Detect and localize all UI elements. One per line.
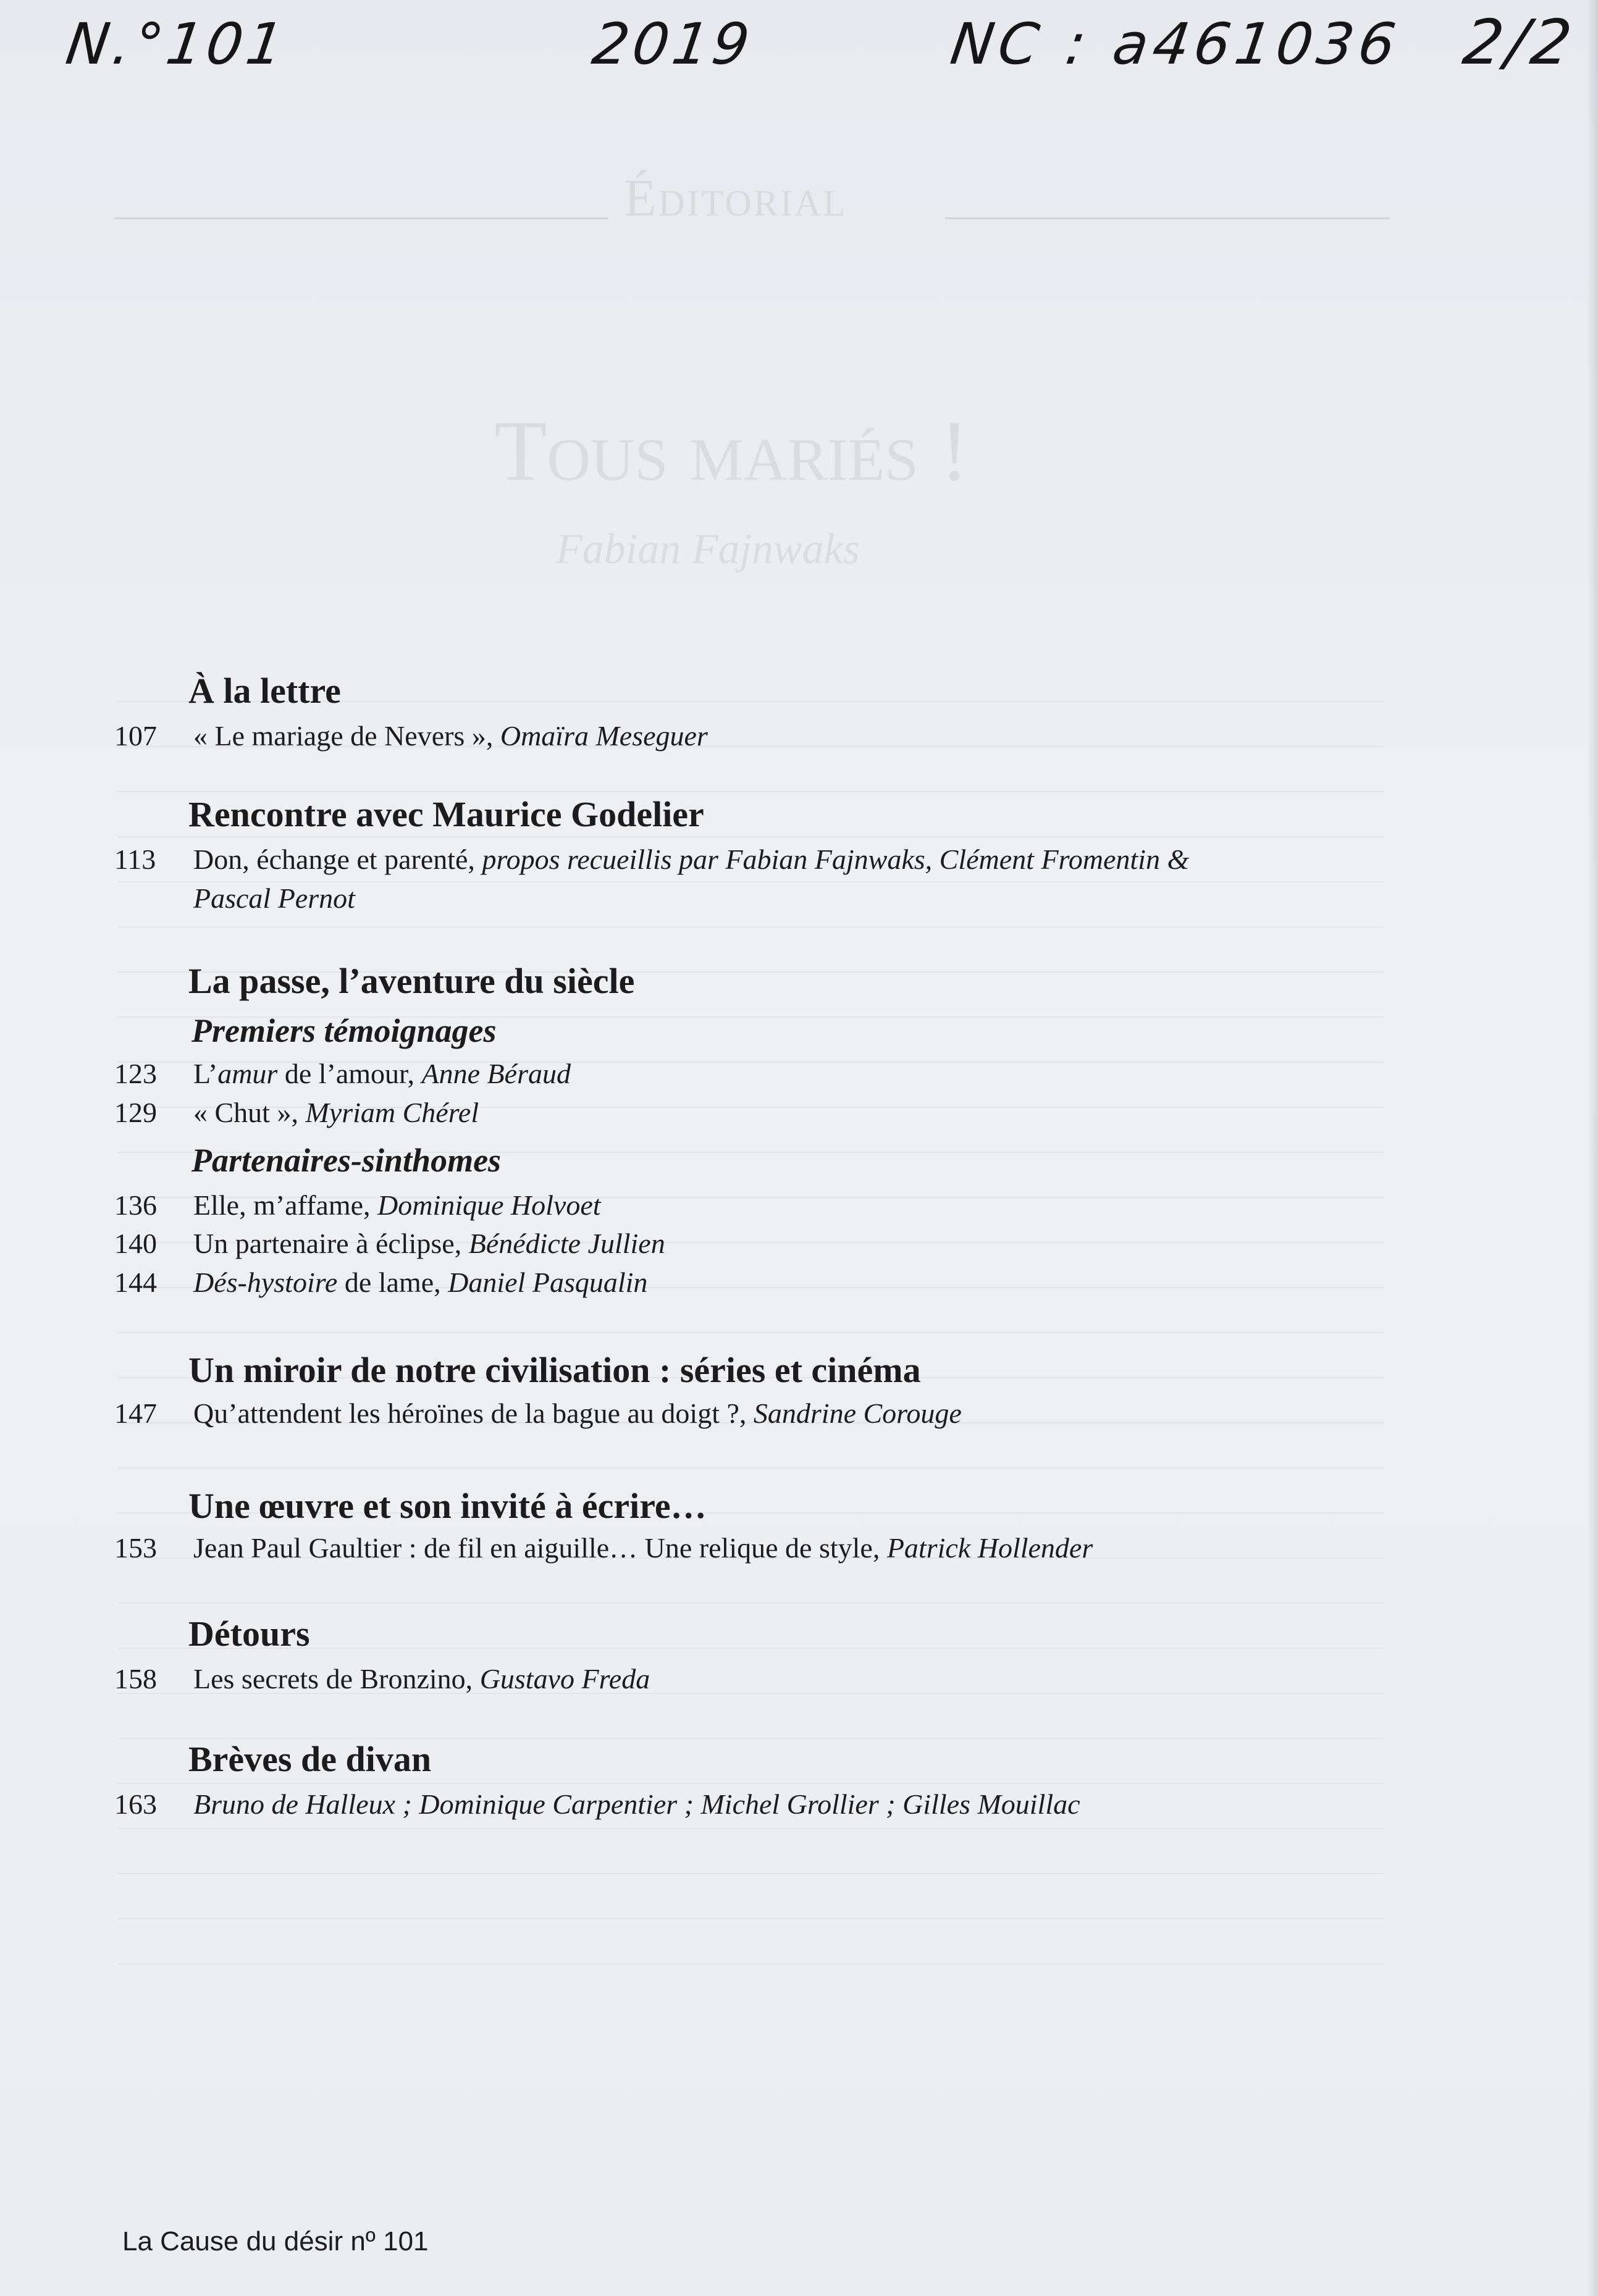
toc-entry-text: de l’amour, bbox=[277, 1058, 422, 1089]
footer-journal-title: La Cause du désir nº 101 bbox=[122, 2226, 429, 2256]
bleed-editorial-heading: Éditorial bbox=[624, 168, 847, 227]
handwritten-sheet-number: 2/2 bbox=[1458, 6, 1580, 78]
toc-entry-italic-text: Myriam Chérel bbox=[305, 1097, 479, 1128]
subsection-title-premiers-temoignages: Premiers témoignages bbox=[191, 1012, 497, 1049]
toc-entry-text: Elle, m’affame, bbox=[193, 1189, 378, 1221]
toc-entry-text: « Chut », bbox=[193, 1097, 306, 1128]
toc-entry bbox=[114, 1096, 479, 1129]
toc-entry-text: Qu’attendent les héroïnes de la bague au doigt ?, bbox=[193, 1397, 754, 1429]
toc-page-number: 147 bbox=[114, 1397, 157, 1429]
toc-entry-italic-text: amur bbox=[217, 1058, 278, 1089]
toc-entry-text: Don, échange et parenté, bbox=[193, 844, 482, 875]
toc-entry bbox=[114, 1662, 650, 1695]
toc-entry-italic-text: Bénédicte Jullien bbox=[468, 1228, 665, 1259]
toc-entry-text: « Le mariage de Nevers », bbox=[193, 720, 500, 752]
toc-entry-italic-text: Daniel Pasqualin bbox=[448, 1267, 648, 1298]
toc-page-number: 123 bbox=[114, 1058, 157, 1089]
toc-page-number: 144 bbox=[114, 1267, 157, 1298]
section-title-miroir-civilisation: Un miroir de notre civilisation : séries et cinéma bbox=[188, 1350, 921, 1390]
toc-entry-continuation: Pascal Pernot bbox=[193, 882, 355, 914]
toc-entry bbox=[114, 1397, 962, 1430]
toc-entry-italic-text: Sandrine Corouge bbox=[753, 1397, 962, 1429]
section-title-rencontre-godelier: Rencontre avec Maurice Godelier bbox=[188, 794, 704, 834]
section-title-oeuvre-invite: Une œuvre et son invité à écrire… bbox=[188, 1486, 707, 1526]
toc-entry bbox=[114, 719, 708, 752]
bleed-author: Fabian Fajnwaks bbox=[556, 526, 860, 573]
toc-entry-text: Un partenaire à éclipse, bbox=[193, 1228, 469, 1259]
toc-entry bbox=[114, 1788, 1080, 1820]
section-title-la-passe: La passe, l’aventure du siècle bbox=[188, 961, 635, 1001]
toc-entry-text: de lame, bbox=[337, 1267, 448, 1298]
toc-entry bbox=[114, 1531, 1093, 1564]
section-title-a-la-lettre: À la lettre bbox=[188, 671, 341, 711]
toc-entry-italic-text: Dés-hystoire bbox=[193, 1267, 338, 1298]
section-title-detours: Détours bbox=[188, 1614, 310, 1654]
toc-entry-italic-text: Gustavo Freda bbox=[479, 1663, 650, 1695]
toc-page-number: 140 bbox=[114, 1228, 157, 1259]
toc-entry-text: Jean Paul Gaultier : de fil en aiguille… Une relique de style, bbox=[193, 1532, 887, 1564]
toc-page-number: 129 bbox=[114, 1097, 157, 1128]
toc-entry-italic-text: Anne Béraud bbox=[421, 1058, 571, 1089]
section-title-breves-de-divan: Brèves de divan bbox=[188, 1739, 432, 1779]
toc-entry bbox=[114, 1189, 601, 1221]
toc-entry-italic-text: Omaïra Meseguer bbox=[500, 720, 708, 752]
toc-entry-text: Les secrets de Bronzino, bbox=[193, 1663, 480, 1695]
toc-page-number: 163 bbox=[114, 1788, 157, 1820]
toc-page-number: 136 bbox=[114, 1189, 157, 1221]
toc-entry-italic-text: Bruno de Halleux ; Dominique Carpentier ; Michel Grollier ; Gilles Mouillac bbox=[193, 1788, 1080, 1820]
toc-entry-italic-text: Patrick Hollender bbox=[886, 1532, 1093, 1564]
bleed-title: Tous mariés ! bbox=[494, 403, 969, 499]
toc-entry-italic-text: Dominique Holvoet bbox=[377, 1189, 601, 1221]
handwritten-year: 2019 bbox=[588, 11, 757, 77]
toc-entry bbox=[114, 1057, 571, 1090]
toc-entry bbox=[114, 1227, 665, 1260]
subsection-title-partenaires-sinthomes: Partenaires-sinthomes bbox=[191, 1142, 502, 1179]
toc-entry-text: L’ bbox=[193, 1058, 218, 1089]
toc-page-number: 158 bbox=[114, 1663, 157, 1695]
toc-page-number: 107 bbox=[114, 720, 157, 752]
toc-page-number: 113 bbox=[114, 844, 156, 875]
toc-page-number: 153 bbox=[114, 1532, 157, 1564]
toc-entry bbox=[114, 1266, 647, 1299]
handwritten-catalog-code: NC : a461036 bbox=[946, 11, 1405, 77]
toc-entry bbox=[114, 843, 1189, 876]
toc-entry-italic-text: propos recueillis par Fabian Fajnwaks, Clément Fromentin & bbox=[482, 844, 1190, 875]
handwritten-issue-number: N.°101 bbox=[62, 11, 292, 77]
